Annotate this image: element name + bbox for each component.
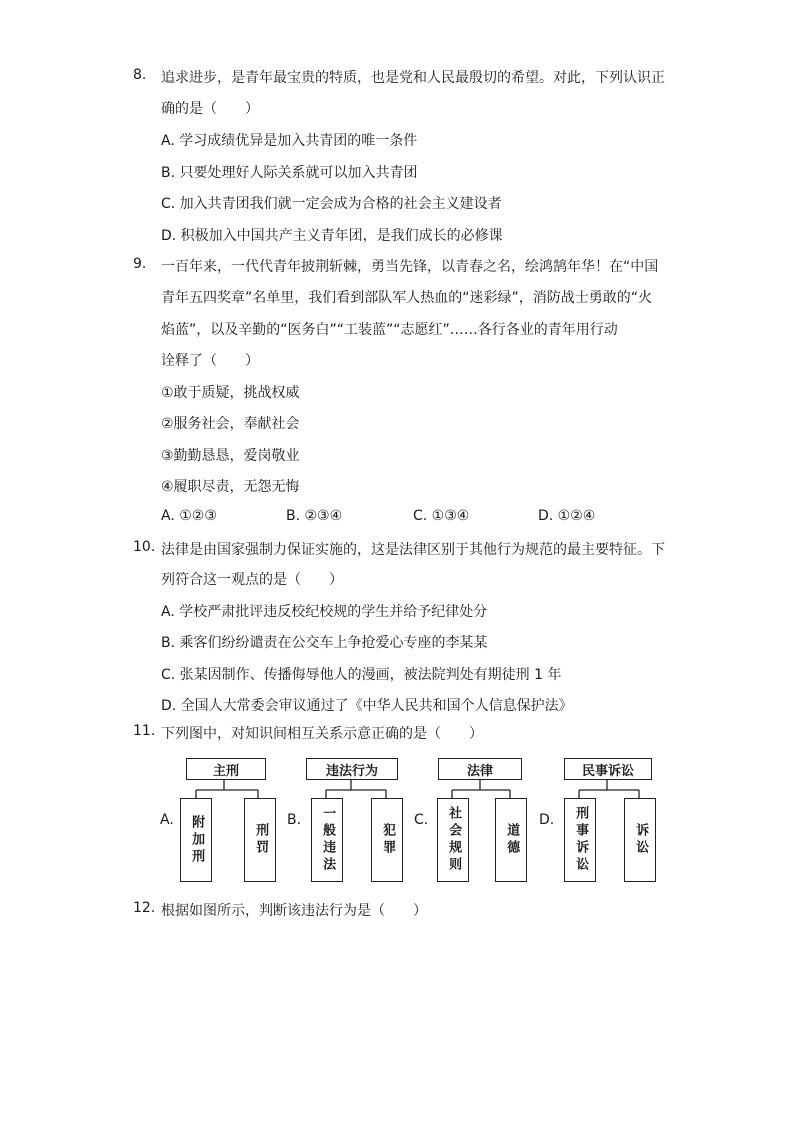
question-stem-line: 追求进步，是青年最宝贵的特质，也是党和人民最殷切的希望。对此，下列认识正: [161, 70, 665, 86]
question-stem-line: 诠释了（ ）: [161, 353, 259, 369]
question-stem-line: 青年五四奖章”名单里，我们看到部队军人热血的“迷彩绿”，消防战士勇敢的“火: [161, 290, 653, 306]
option-label: C.: [414, 812, 429, 828]
statement-3: ③勤勤恳恳，爱岗敬业: [161, 448, 300, 464]
option-d[interactable]: D. 积极加入中国共产主义青年团，是我们成长的必修课: [161, 228, 503, 244]
statement-2: ②服务社会，奉献社会: [161, 416, 300, 432]
option-a[interactable]: A. 学校严肃批评违反校纪校规的学生并给予纪律处分: [161, 604, 488, 620]
left-box: 社会规则: [437, 798, 469, 882]
option-c[interactable]: C. 加入共青团我们就一定会成为合格的社会主义建设者: [161, 196, 502, 212]
question-number: 11.: [133, 723, 156, 739]
question-stem-line: 法律是由国家强制力保证实施的，这是法律区别于其他行为规范的最主要特征。下: [161, 542, 665, 558]
option-d[interactable]: D. 全国人大常委会审议通过了《中华人民共和国个人信息保护法》: [161, 698, 573, 714]
top-box: 民事诉讼: [564, 758, 652, 780]
option-d[interactable]: D. ①②④: [538, 508, 596, 524]
option-b[interactable]: B. 只要处理好人际关系就可以加入共青团: [161, 165, 418, 181]
option-a[interactable]: A. ①②③: [161, 508, 217, 524]
question-stem-line: 一百年来，一代代青年披荆斩棘，勇当先锋，以青春之名，绘鸿鹄年华！在“中国: [161, 259, 659, 275]
left-box: 刑事诉讼: [564, 798, 596, 882]
question-number: 9.: [133, 256, 147, 272]
diagram-option-b[interactable]: [287, 758, 407, 883]
statement-1: ①敢于质疑，挑战权威: [161, 385, 300, 401]
question-stem-line: 下列图中，对知识间相互关系示意正确的是（ ）: [161, 726, 483, 742]
question-number: 8.: [133, 67, 147, 83]
question-stem-line: 列符合这一观点的是（ ）: [161, 572, 343, 588]
option-label: B.: [287, 812, 302, 828]
option-b[interactable]: B. 乘客们纷纷谴责在公交车上争抢爱心专座的李某某: [161, 635, 488, 651]
diagram-option-c[interactable]: [414, 758, 534, 883]
diagram-option-a[interactable]: [160, 758, 280, 883]
right-box: 诉讼: [624, 798, 656, 882]
right-box: 道德: [495, 798, 527, 882]
option-a[interactable]: A. 学习成绩优异是加入共青团的唯一条件: [161, 133, 418, 149]
question-stem-line: 确的是（ ）: [161, 101, 259, 117]
left-box: 一般违法: [311, 798, 343, 882]
question-stem-line: 焰蓝”，以及辛勤的“医务白”“工装蓝”“志愿红”……各行各业的青年用行动: [161, 322, 618, 338]
left-box: 附加刑: [180, 798, 212, 882]
question-stem-line: 根据如图所示，判断该违法行为是（ ）: [161, 903, 427, 919]
top-box: 法律: [438, 758, 522, 780]
option-b[interactable]: B. ②③④: [286, 508, 343, 524]
question-number: 12.: [133, 900, 156, 916]
diagram-option-d[interactable]: [539, 758, 664, 883]
top-box: 违法行为: [306, 758, 398, 780]
option-label: A.: [160, 812, 174, 828]
option-label: D.: [539, 812, 555, 828]
option-c[interactable]: C. 张某因制作、传播侮辱他人的漫画，被法院判处有期徒刑 1 年: [161, 667, 562, 683]
top-box: 主刑: [186, 758, 266, 780]
right-box: 犯罪: [371, 798, 403, 882]
right-box: 刑罚: [244, 798, 276, 882]
question-number: 10.: [133, 539, 156, 555]
statement-4: ④履职尽责，无怨无悔: [161, 479, 300, 495]
option-c[interactable]: C. ①③④: [413, 508, 470, 524]
